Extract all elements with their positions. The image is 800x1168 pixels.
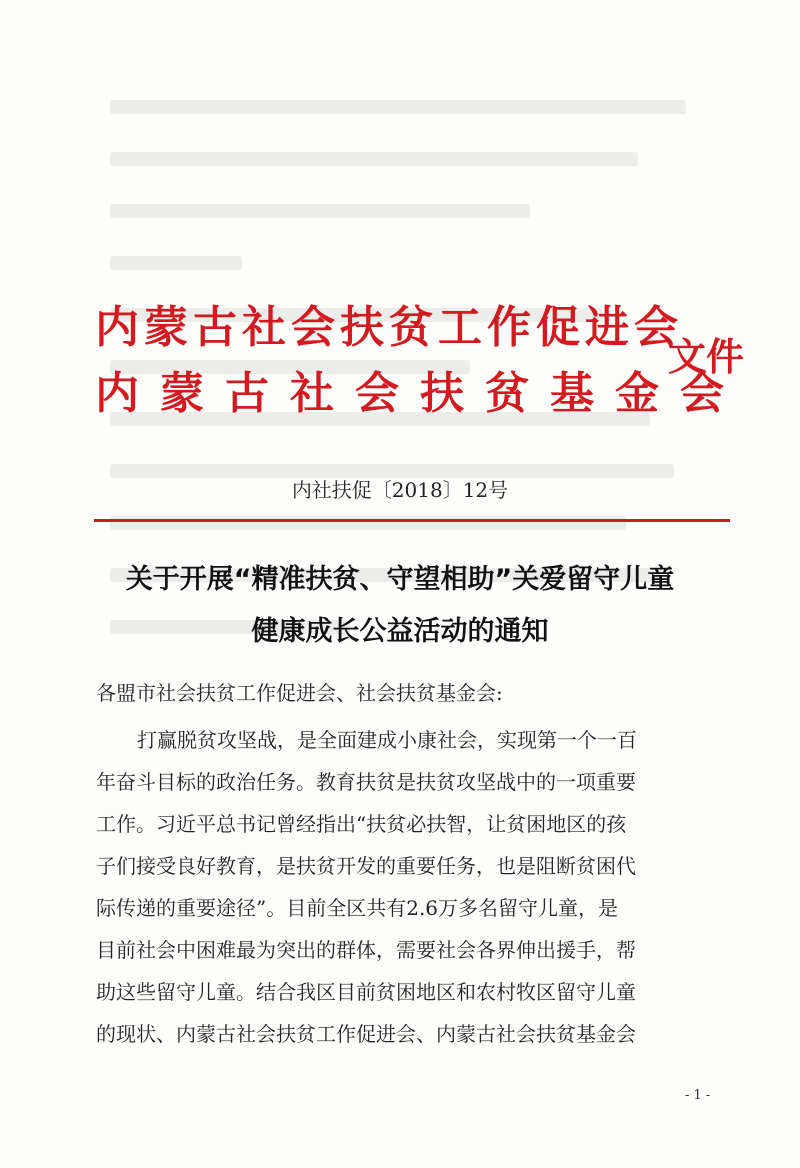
document-number: 内社扶促〔2018〕12号 xyxy=(291,478,509,502)
body-line: 打赢脱贫攻坚战，是全面建成小康社会，实现第一个一百 xyxy=(137,728,637,752)
page-number: - 1 - xyxy=(685,1088,711,1103)
body-line: 的现状、内蒙古社会扶贫工作促进会、内蒙古社会扶贫基金会 xyxy=(96,1022,636,1046)
notice-title-line-2: 健康成长公益活动的通知 xyxy=(251,616,549,647)
body-line: 际传递的重要途径”。目前全区共有2.6万多名留守儿童，是 xyxy=(96,896,619,920)
body-line: 助这些留守儿童。结合我区目前贫困地区和农村牧区留守儿童 xyxy=(96,980,636,1004)
body-line: 年奋斗目标的政治任务。教育扶贫是扶贫攻坚战中的一项重要 xyxy=(96,770,636,794)
issuing-org-1: 内蒙古社会扶贫工作促进会 xyxy=(95,302,683,353)
body-line: 目前社会中困难最为突出的群体，需要社会各界伸出援手，帮 xyxy=(96,938,636,962)
notice-title-line-1: 关于开展“精准扶贫、守望相助”关爱留守儿童 xyxy=(125,564,675,595)
salutation: 各盟市社会扶贫工作促进会、社会扶贫基金会: xyxy=(96,681,503,705)
issuing-org-2: 内蒙古社会扶贫基金会 xyxy=(95,368,745,419)
header-red-rule xyxy=(94,519,730,522)
body-line: 工作。习近平总书记曾经指出“扶贫必扶智，让贫困地区的孩 xyxy=(96,812,627,836)
body-line: 子们接受良好教育，是扶贫开发的重要任务，也是阻断贫困代 xyxy=(96,854,636,878)
document-type-label: 文件 xyxy=(668,335,745,379)
